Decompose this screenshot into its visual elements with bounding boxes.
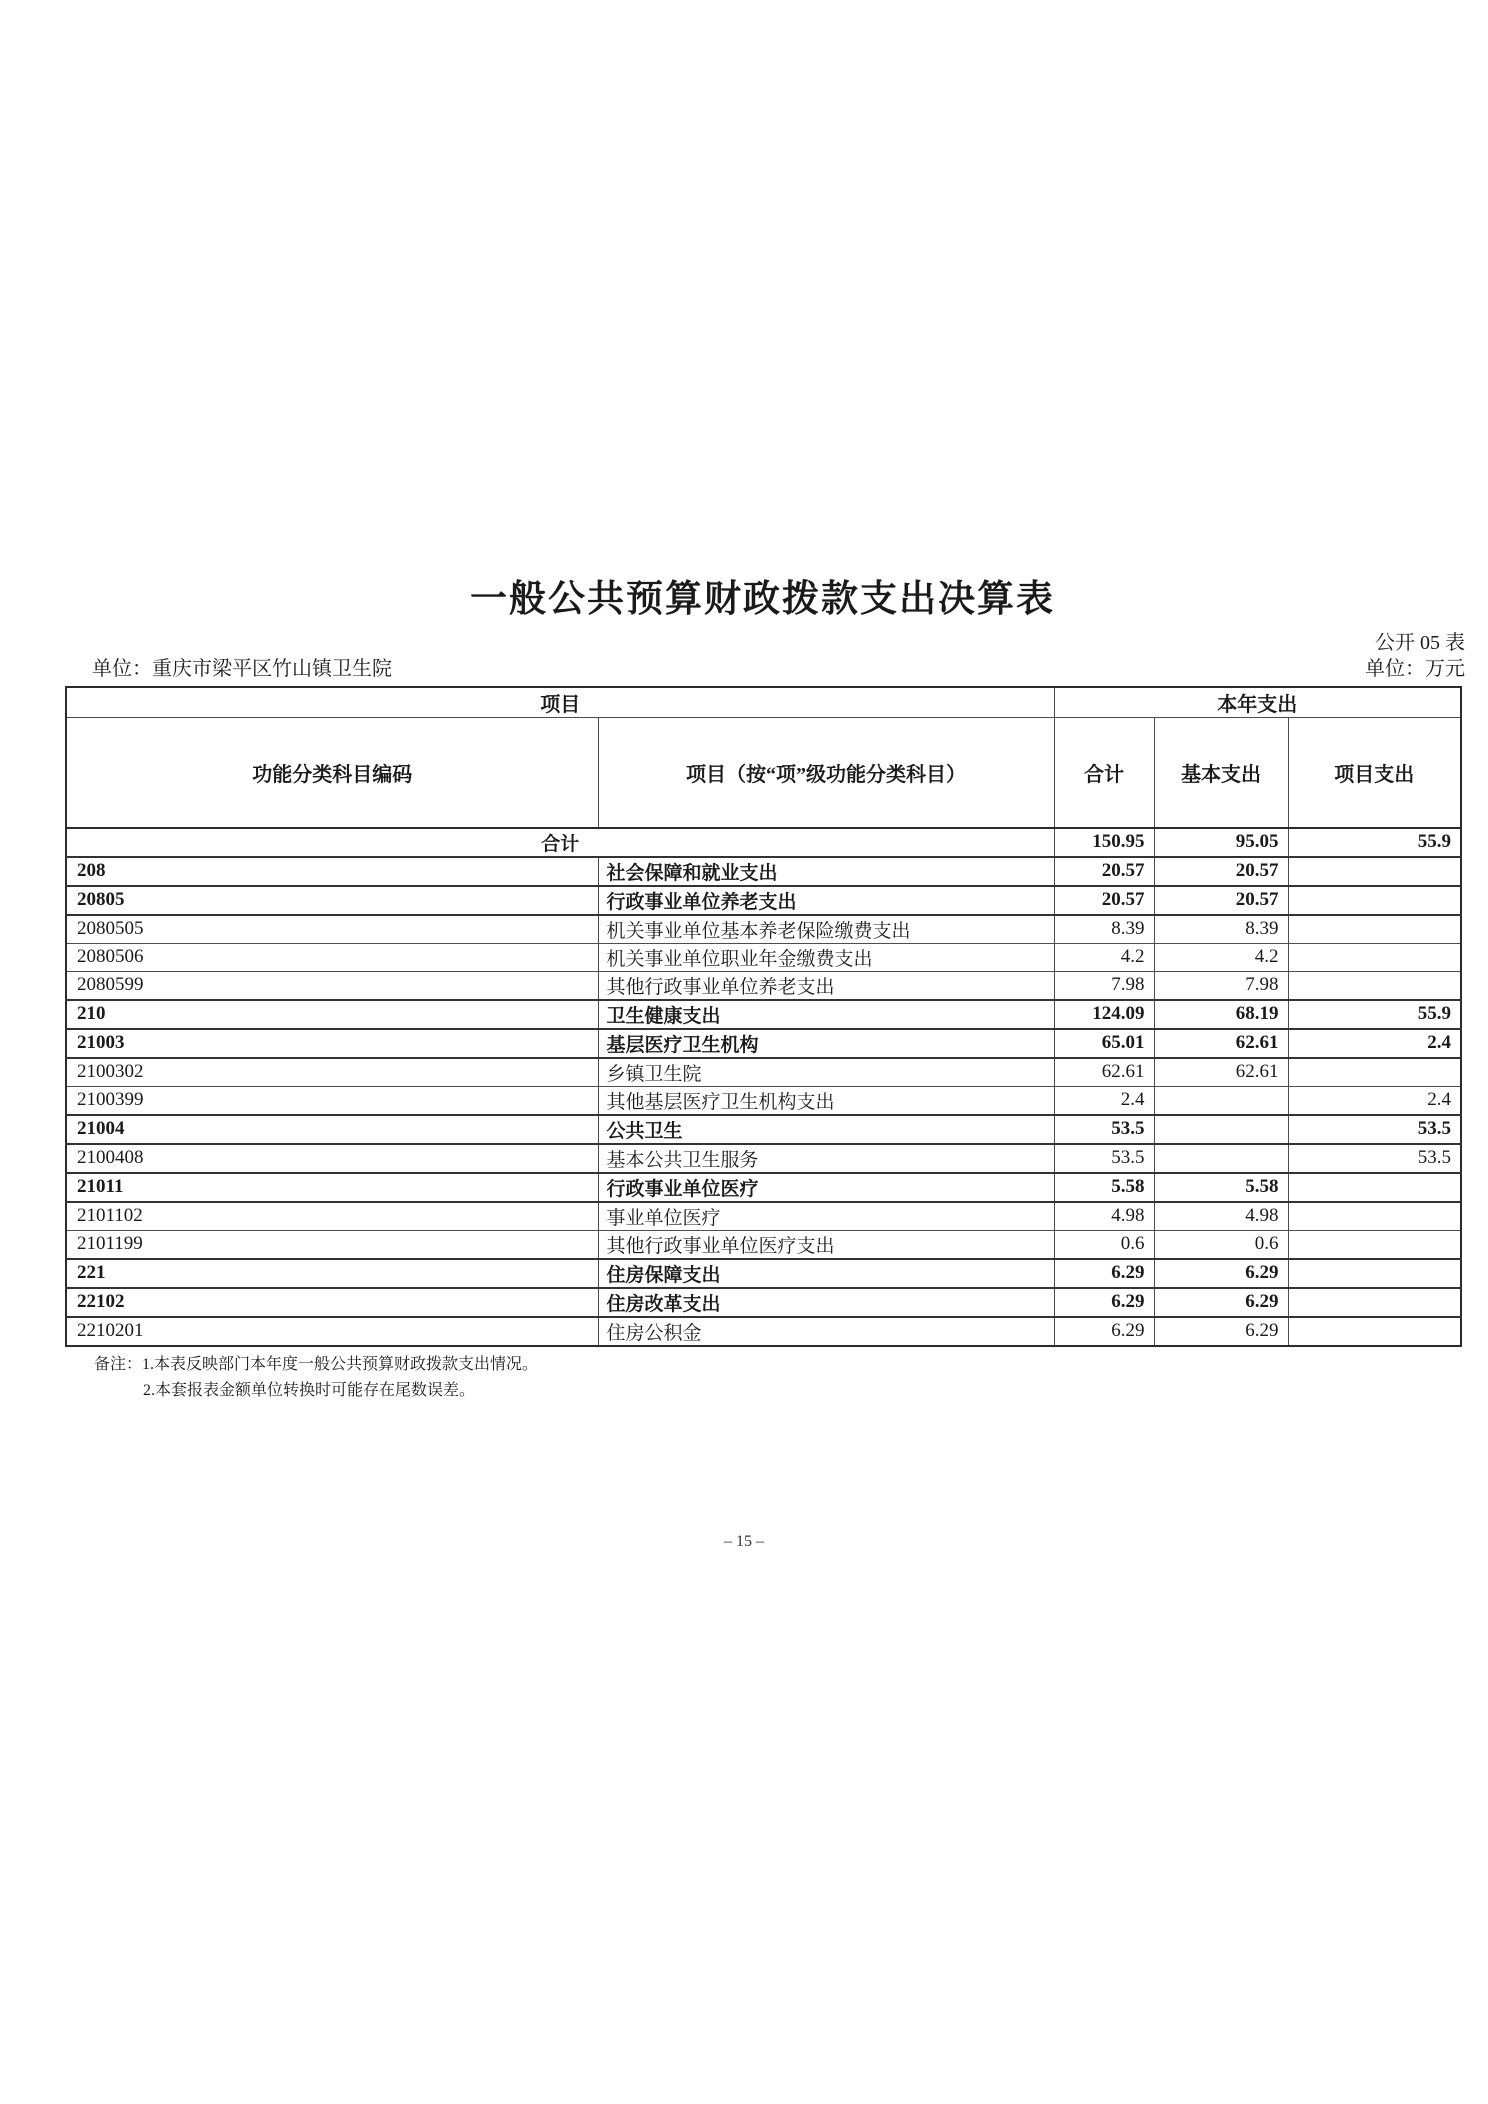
row-item-name: 卫生健康支出 [598,1000,1054,1029]
row-project-expenditure [1288,971,1461,1000]
row-item-name: 社会保障和就业支出 [598,857,1054,886]
row-basic-expenditure: 62.61 [1154,1029,1288,1058]
row-project-expenditure: 2.4 [1288,1029,1461,1058]
row-project-expenditure [1288,886,1461,915]
row-basic-expenditure: 6.29 [1154,1288,1288,1317]
row-item-name: 住房保障支出 [598,1259,1054,1288]
row-total: 0.6 [1054,1230,1154,1259]
row-total: 6.29 [1054,1288,1154,1317]
row-item-name: 基本公共卫生服务 [598,1144,1054,1173]
row-basic-expenditure: 0.6 [1154,1230,1288,1259]
col-header-basic-expenditure: 基本支出 [1154,718,1288,828]
row-basic-expenditure [1154,1086,1288,1115]
table-row-2100399 [66,1086,1461,1115]
row-code: 2080599 [66,971,598,1000]
row-basic-expenditure: 20.57 [1154,886,1288,915]
row-basic-expenditure: 5.58 [1154,1173,1288,1202]
footnotes [94,1352,538,1404]
row-basic-expenditure: 7.98 [1154,971,1288,1000]
grand-total-value: 150.95 [1054,828,1154,857]
table-row-2080505 [66,915,1461,944]
row-total: 4.2 [1054,943,1154,971]
budget-expenditure-table [65,686,1462,1347]
row-code: 21003 [66,1029,598,1058]
grand-total-basic: 95.05 [1154,828,1288,857]
table-body [66,828,1461,1346]
row-project-expenditure [1288,1317,1461,1346]
table-row-210 [66,1000,1461,1029]
row-total: 2.4 [1054,1086,1154,1115]
row-item-name: 其他行政事业单位养老支出 [598,971,1054,1000]
table-row-208 [66,857,1461,886]
table-row-2080506 [66,943,1461,971]
header-group-project: 项目 [66,687,1054,718]
row-basic-expenditure: 62.61 [1154,1058,1288,1087]
row-code: 2101102 [66,1202,598,1231]
footnote-line-2: 2.本套报表金额单位转换时可能存在尾数误差。 [143,1382,476,1399]
row-code: 21011 [66,1173,598,1202]
row-code: 2080506 [66,943,598,971]
row-total: 6.29 [1054,1259,1154,1288]
row-item-name: 机关事业单位职业年金缴费支出 [598,943,1054,971]
table-header [66,687,1461,828]
row-code: 221 [66,1259,598,1288]
row-item-name: 住房改革支出 [598,1288,1054,1317]
table-row-2101199 [66,1230,1461,1259]
row-total: 20.57 [1054,886,1154,915]
table-row-2080599 [66,971,1461,1000]
row-basic-expenditure: 68.19 [1154,1000,1288,1029]
header-group-current-year-expenditure: 本年支出 [1054,687,1461,718]
table-row-20805 [66,886,1461,915]
row-item-name: 其他行政事业单位医疗支出 [598,1230,1054,1259]
table-row-grand-total [66,828,1461,857]
page-number: – 15 – [724,1533,764,1550]
row-project-expenditure [1288,1173,1461,1202]
row-item-name: 乡镇卫生院 [598,1058,1054,1087]
row-project-expenditure: 53.5 [1288,1144,1461,1173]
row-code: 2210201 [66,1317,598,1346]
row-code: 2100302 [66,1058,598,1087]
row-basic-expenditure: 20.57 [1154,857,1288,886]
row-basic-expenditure [1154,1144,1288,1173]
row-item-name: 公共卫生 [598,1115,1054,1144]
org-unit-label: 单位：重庆市梁平区竹山镇卫生院 [92,658,392,680]
row-project-expenditure [1288,857,1461,886]
table-row-2210201 [66,1317,1461,1346]
table-row-2100408 [66,1144,1461,1173]
row-project-expenditure [1288,1288,1461,1317]
row-project-expenditure: 2.4 [1288,1086,1461,1115]
row-project-expenditure [1288,943,1461,971]
row-code: 20805 [66,886,598,915]
col-header-function-code: 功能分类科目编码 [66,718,598,828]
row-code: 2100408 [66,1144,598,1173]
currency-unit-label: 单位：万元 [1365,658,1465,680]
row-project-expenditure [1288,1259,1461,1288]
row-total: 124.09 [1054,1000,1154,1029]
row-item-name: 住房公积金 [598,1317,1054,1346]
col-header-project-expenditure: 项目支出 [1288,718,1461,828]
row-project-expenditure [1288,1230,1461,1259]
row-total: 20.57 [1054,857,1154,886]
row-total: 4.98 [1054,1202,1154,1231]
row-total: 53.5 [1054,1115,1154,1144]
row-total: 62.61 [1054,1058,1154,1087]
header-columns-row [66,718,1461,828]
row-code: 21004 [66,1115,598,1144]
row-basic-expenditure: 4.98 [1154,1202,1288,1231]
row-code: 210 [66,1000,598,1029]
row-total: 5.58 [1054,1173,1154,1202]
table-row-21003 [66,1029,1461,1058]
row-project-expenditure [1288,1202,1461,1231]
row-code: 2100399 [66,1086,598,1115]
row-item-name: 基层医疗卫生机构 [598,1029,1054,1058]
table-row-22102 [66,1288,1461,1317]
row-project-expenditure [1288,1058,1461,1087]
row-basic-expenditure: 4.2 [1154,943,1288,971]
footnote-line-1: 备注：1.本表反映部门本年度一般公共预算财政拨款支出情况。 [94,1356,539,1373]
page-title: 一般公共预算财政拨款支出决算表 [470,579,1055,620]
table-row-21004 [66,1115,1461,1144]
row-basic-expenditure [1154,1115,1288,1144]
row-total: 53.5 [1054,1144,1154,1173]
row-project-expenditure: 55.9 [1288,1000,1461,1029]
col-header-item-name: 项目（按“项”级功能分类科目） [598,718,1054,828]
row-project-expenditure [1288,915,1461,944]
row-item-name: 其他基层医疗卫生机构支出 [598,1086,1054,1115]
table-row-221 [66,1259,1461,1288]
table-row-21011 [66,1173,1461,1202]
row-basic-expenditure: 8.39 [1154,915,1288,944]
row-total: 65.01 [1054,1029,1154,1058]
row-code: 22102 [66,1288,598,1317]
row-basic-expenditure: 6.29 [1154,1259,1288,1288]
row-project-expenditure: 53.5 [1288,1115,1461,1144]
row-item-name: 行政事业单位养老支出 [598,886,1054,915]
table-row-2101102 [66,1202,1461,1231]
row-code: 2080505 [66,915,598,944]
grand-total-project: 55.9 [1288,828,1461,857]
grand-total-label: 合计 [66,828,1054,857]
row-code: 208 [66,857,598,886]
row-total: 7.98 [1054,971,1154,1000]
row-code: 2101199 [66,1230,598,1259]
row-item-name: 机关事业单位基本养老保险缴费支出 [598,915,1054,944]
row-item-name: 事业单位医疗 [598,1202,1054,1231]
table-code-label: 公开 05 表 [1375,632,1465,654]
row-basic-expenditure: 6.29 [1154,1317,1288,1346]
meta-row [65,652,1465,681]
row-total: 6.29 [1054,1317,1154,1346]
col-header-total: 合计 [1054,718,1154,828]
row-total: 8.39 [1054,915,1154,944]
header-group-row [66,687,1461,718]
table-row-2100302 [66,1058,1461,1087]
row-item-name: 行政事业单位医疗 [598,1173,1054,1202]
